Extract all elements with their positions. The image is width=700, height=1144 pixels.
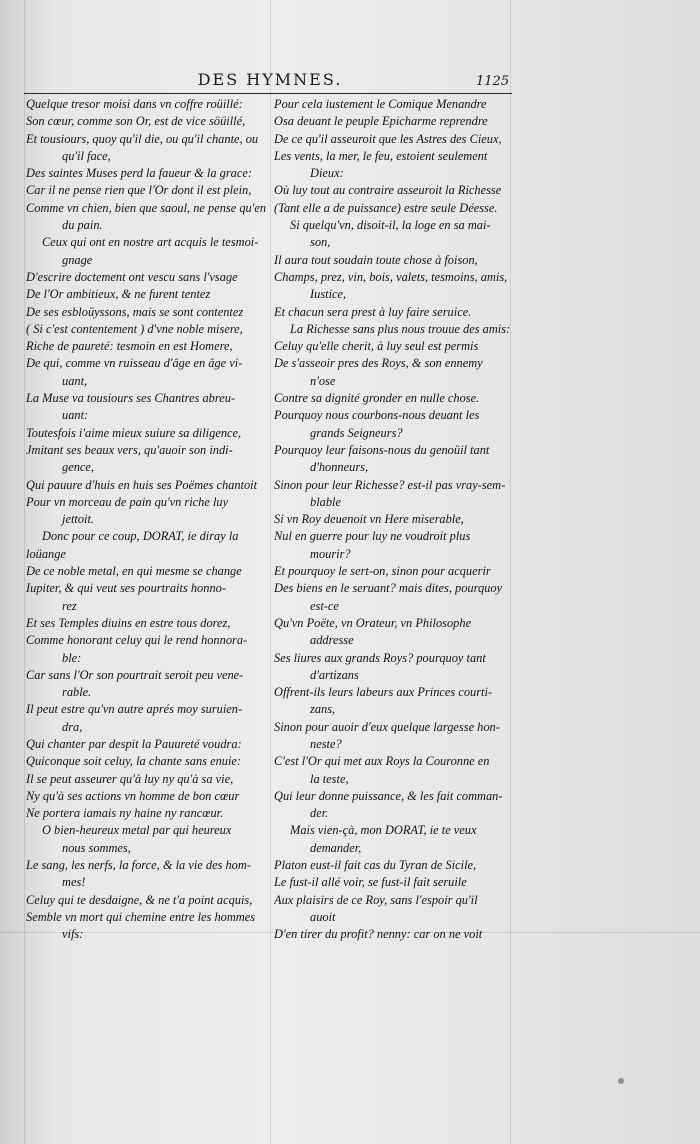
verse-line: D'en tirer du profit? nenny: car on ne voit bbox=[274, 927, 483, 942]
verse-line: uant: bbox=[62, 408, 89, 423]
verse-line: Il aura tout soudain toute chose à foison, bbox=[274, 252, 478, 267]
verse-line: addresse bbox=[310, 633, 354, 648]
verse-line: Riche de paureté: tesmoin en est Homere, bbox=[26, 339, 233, 354]
text-column-right bbox=[274, 96, 516, 944]
verse-line: uant, bbox=[62, 373, 88, 388]
paper-stain bbox=[618, 1078, 624, 1084]
verse-line: Platon eust-il fait cas du Tyran de Sicile, bbox=[274, 858, 477, 873]
verse-line: mes! bbox=[62, 875, 86, 890]
verse-line: Il se peut asseurer qu'à luy ny qu'à sa vie, bbox=[26, 771, 234, 786]
verse-line: rable. bbox=[62, 685, 92, 700]
verse-line: (Tant elle a de puissance) estre seule Déesse. bbox=[274, 200, 498, 215]
verse-line: Pour cela iustement le Comique Menandre bbox=[274, 97, 487, 111]
verse-line: vifs: bbox=[62, 927, 84, 942]
verse-line: Qui chanter par despit la Pauureté voudra: bbox=[26, 736, 242, 751]
verse-line: Ny qu'à ses actions vn homme de bon cœur bbox=[26, 788, 240, 803]
scan-guide-line bbox=[270, 0, 271, 1144]
verse-line: Toutesfois i'aime mieux suiure sa diligence, bbox=[26, 425, 242, 440]
verse-line: qu'il face, bbox=[62, 148, 111, 163]
verse-line: La Muse va tousiours ses Chantres abreu- bbox=[26, 391, 236, 406]
page-number: 1125 bbox=[476, 74, 510, 89]
verse-line: De ce qu'il asseuroit que les Astres des Cieux, bbox=[274, 131, 502, 146]
verse-line: Offrent-ils leurs labeurs aux Princes courti- bbox=[274, 685, 493, 700]
verse-line: De s'asseoir pres des Roys, & son ennemy bbox=[274, 356, 483, 371]
verse-line: Celuy qu'elle cherit, à luy seul est permis bbox=[274, 339, 479, 354]
verse-line: Et tousiours, quoy qu'il die, ou qu'il chante, ou bbox=[26, 131, 259, 146]
verse-line: Contre sa dignité gronder en nulle chose. bbox=[274, 391, 480, 406]
verse-line: la teste, bbox=[310, 771, 349, 786]
verse-line: Comme honorant celuy qui le rend honnora- bbox=[26, 633, 248, 648]
verse-line: nous sommes, bbox=[62, 840, 131, 855]
verse-line: Aux plaisirs de ce Roy, sans l'espoir qu'il bbox=[274, 892, 478, 907]
verse-line: Iupiter, & qui veut ses pourtraits honno- bbox=[26, 581, 226, 596]
verse-line: rez bbox=[62, 598, 77, 613]
verse-line: mourir? bbox=[310, 546, 351, 561]
verse-line: Qui pauure d'huis en huis ses Poëmes chantoit bbox=[26, 477, 258, 492]
verse-line: Sinon pour leur Richesse? est-il pas vray-sem- bbox=[274, 477, 506, 492]
verse-line: Sinon pour auoir d'eux quelque largesse hon- bbox=[274, 719, 500, 734]
verse-line: De ce noble metal, en qui mesme se change bbox=[26, 564, 242, 579]
verse-line: Son cœur, comme son Or, est de vice söüillé, bbox=[26, 114, 246, 129]
verse-line: De l'Or ambitieux, & ne furent tentez bbox=[26, 287, 211, 302]
verse-line: Qu'vn Poëte, vn Orateur, vn Philosophe bbox=[274, 615, 472, 630]
verse-line: jettoit. bbox=[62, 512, 95, 527]
verse-line: gence, bbox=[62, 460, 94, 475]
scan-guide-line bbox=[24, 0, 25, 1144]
verse-line: ble: bbox=[62, 650, 82, 665]
verse-line: Dieux: bbox=[310, 166, 344, 181]
verse-line: Donc pour ce coup, DORAT, ie diray la bbox=[42, 529, 239, 544]
verse-line: Semble vn mort qui chemine entre les hommes bbox=[26, 909, 256, 924]
verse-line: n'ose bbox=[310, 373, 336, 388]
verse-line: Pour vn morceau de pain qu'vn riche luy bbox=[26, 494, 229, 509]
verse-line: der. bbox=[310, 806, 329, 821]
verse-line: Ne portera iamais ny haine ny rancœur. bbox=[26, 806, 224, 821]
verse-line: Si quelqu'vn, disoit-il, la loge en sa mai- bbox=[290, 218, 491, 233]
verse-line: De qui, comme vn ruisseau d'âge en âge vi- bbox=[26, 356, 243, 371]
verse-line: Pourquoy nous courbons-nous deuant les bbox=[274, 408, 480, 423]
verse-line: d'honneurs, bbox=[310, 460, 369, 475]
verse-line: O bien-heureux metal par qui heureux bbox=[42, 823, 232, 838]
verse-line: La Richesse sans plus nous trouue des amis: bbox=[290, 321, 511, 336]
verse-line: Osa deuant le peuple Epicharme reprendre bbox=[274, 114, 488, 129]
verse-line: Et chacun sera prest à luy faire seruice. bbox=[274, 304, 472, 319]
verse-line: Comme vn chien, bien que saoul, ne pense qu'en bbox=[26, 200, 267, 215]
verse-line: Il peut estre qu'vn autre aprés moy suruien- bbox=[26, 702, 243, 717]
verse-line: Jmitant ses beaux vers, qu'auoir son indi- bbox=[26, 442, 233, 457]
verse-line: Des biens en le seruant? mais dites, pourquoy bbox=[274, 581, 503, 596]
verse-line: blable bbox=[310, 494, 341, 509]
verse-line: Celuy qui te desdaigne, & ne t'a point acquis, bbox=[26, 892, 253, 907]
verse-line: Car il ne pense rien que l'Or dont il est plein, bbox=[26, 183, 252, 198]
text-column-left bbox=[26, 96, 268, 944]
verse-line: loüange bbox=[26, 546, 66, 561]
verse-line: Et pourquoy le sert-on, sinon pour acquerir bbox=[274, 564, 491, 579]
verse-line: Iustice, bbox=[310, 287, 347, 302]
verse-line: demander, bbox=[310, 840, 362, 855]
verse-line: Si vn Roy deuenoit vn Here miserable, bbox=[274, 512, 464, 527]
verse-line: dra, bbox=[62, 719, 83, 734]
verse-line: Où luy tout au contraire asseuroit la Richesse bbox=[274, 183, 502, 198]
verse-line: Et ses Temples diuins en estre tous dorez, bbox=[26, 615, 231, 630]
verse-line: Des saintes Muses perd la faueur & la grace: bbox=[26, 166, 252, 181]
verse-line: Quiconque soit celuy, la chante sans enuie: bbox=[26, 754, 242, 769]
verse-line: Le sang, les nerfs, la force, & la vie des hom- bbox=[26, 858, 251, 873]
verse-line: Le fust-il allé voir, se fust-il fait seruile bbox=[274, 875, 467, 890]
verse-line: Car sans l'Or son pourtrait seroit peu vene- bbox=[26, 667, 244, 682]
verse-line: Mais vien-çà, mon DORAT, ie te veux bbox=[290, 823, 477, 838]
verse-line: Qui leur donne puissance, & les fait comman- bbox=[274, 788, 503, 803]
verse-line: est-ce bbox=[310, 598, 339, 613]
verse-line: ( Si c'est contentement ) d'vne noble misere, bbox=[26, 321, 243, 336]
verse-line: Les vents, la mer, le feu, estoient seulement bbox=[274, 148, 488, 163]
verse-line: C'est l'Or qui met aux Roys la Couronne en bbox=[274, 754, 490, 769]
verse-line: du pain. bbox=[62, 218, 103, 233]
verse-line: Champs, prez, vin, bois, valets, tesmoins, amis, bbox=[274, 269, 508, 284]
verse-line: grands Seigneurs? bbox=[310, 425, 403, 440]
verse-line: Ceux qui ont en nostre art acquis le tesmoi- bbox=[42, 235, 259, 250]
verse-line: gnage bbox=[62, 252, 93, 267]
verse-line: D'escrire doctement ont vescu sans l'vsage bbox=[26, 269, 238, 284]
verse-line: Ses liures aux grands Roys? pourquoy tant bbox=[274, 650, 486, 665]
verse-line: Quelque tresor moisi dans vn coffre roüillé: bbox=[26, 97, 243, 111]
verse-line: neste? bbox=[310, 736, 342, 751]
verse-line: d'artizans bbox=[310, 667, 359, 682]
verse-line: son, bbox=[310, 235, 331, 250]
verse-line: Pourquoy leur faisons-nous du genoüil tant bbox=[274, 442, 490, 457]
header-rule bbox=[24, 93, 512, 94]
verse-line: De ses esbloüyssons, mais se sont contentez bbox=[26, 304, 244, 319]
verse-line: Nul en guerre pour luy ne voudroit plus bbox=[274, 529, 471, 544]
running-head: DES HYMNES. bbox=[197, 70, 343, 89]
verse-line: zans, bbox=[310, 702, 336, 717]
verse-line: auoit bbox=[310, 909, 336, 924]
